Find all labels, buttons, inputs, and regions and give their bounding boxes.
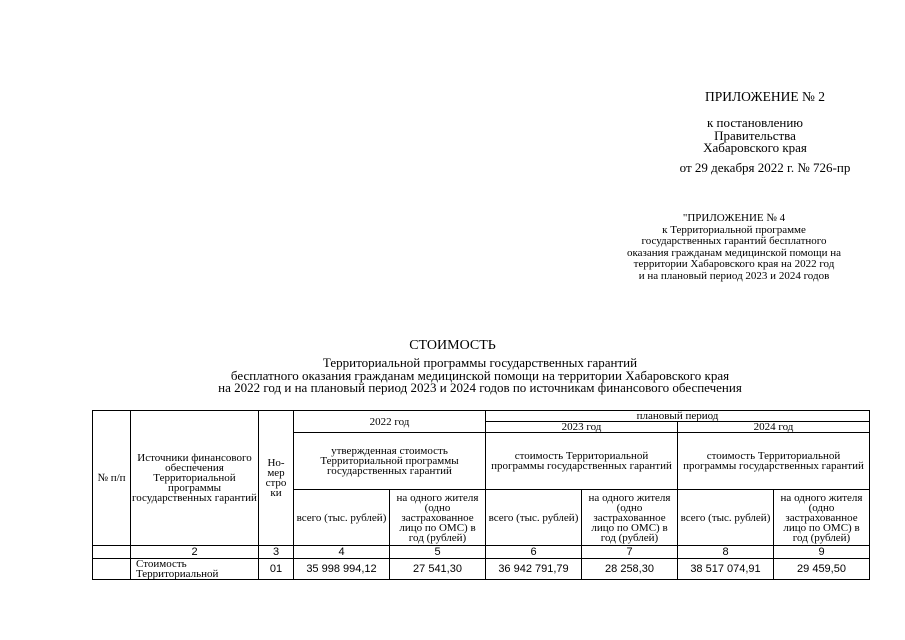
appendix-title: ПРИЛОЖЕНИЕ № 2 <box>704 89 826 104</box>
appendix-4-line: к Территориальной программе <box>662 223 806 236</box>
header-total-2023: всего (тыс. рублей) <box>486 490 582 546</box>
header-line-number: Но-мер стро ки <box>259 411 294 546</box>
header-per-person-2022: на одного жителя (одно застрахованное лицо по ОМС) в год (рублей) <box>390 490 486 546</box>
row-num <box>93 559 131 580</box>
reference-line: Правительства <box>714 127 796 143</box>
header-planning-period: плановый период <box>486 411 870 422</box>
header-sources: Источники финансового обеспечения Территориальной программы государственных гарантий <box>131 411 259 546</box>
column-number: 9 <box>774 546 870 559</box>
resolution-date: от 29 декабря 2022 г. № 726-пр <box>679 160 851 175</box>
appendix-4-block <box>600 213 868 282</box>
cell-total-2024: 38 517 074,91 <box>678 559 774 580</box>
column-number: 5 <box>390 546 486 559</box>
column-number: 4 <box>294 546 390 559</box>
header-year-2024: 2024 год <box>678 422 870 433</box>
column-number: 7 <box>582 546 678 559</box>
appendix-4-line: государственных гарантий бесплатного <box>641 235 827 247</box>
header-year-2022: 2022 год <box>294 411 486 433</box>
appendix-4-line: "ПРИЛОЖЕНИЕ № 4 <box>682 212 786 224</box>
document-title: СТОИМОСТЬ <box>409 338 496 353</box>
header-cost-2023: стоимость Территориальной программы государственных гарантий <box>486 433 678 490</box>
subtitle-line: бесплатного оказания гражданам медицинской помощи на территории Хабаровского края <box>230 367 730 383</box>
cell-per-person-2024: 29 459,50 <box>774 559 870 580</box>
reference-line: к постановлению <box>706 115 804 130</box>
header-total-2022: всего (тыс. рублей) <box>294 490 390 546</box>
subtitle-line: Территориальной программы государственных гарантий <box>322 355 638 370</box>
cell-per-person-2022: 27 541,30 <box>390 559 486 580</box>
cell-per-person-2023: 28 258,30 <box>582 559 678 580</box>
table-row <box>93 559 870 580</box>
appendix-4-line: оказания гражданам медицинской помощи на <box>627 246 841 259</box>
cell-total-2022: 35 998 994,12 <box>294 559 390 580</box>
appendix-reference <box>680 117 830 155</box>
header-num: № п/п <box>93 411 131 546</box>
header-per-person-2024: на одного жителя (одно застрахованное лицо по ОМС) в год (рублей) <box>774 490 870 546</box>
cost-table <box>92 410 870 580</box>
column-number <box>93 546 131 559</box>
column-number: 8 <box>678 546 774 559</box>
header-per-person-2023: на одного жителя (одно застрахованное лицо по ОМС) в год (рублей) <box>582 490 678 546</box>
appendix-4-line: территории Хабаровского края на 2022 год <box>633 258 835 270</box>
reference-line: Хабаровского края <box>703 140 807 155</box>
header-total-2024: всего (тыс. рублей) <box>678 490 774 546</box>
cell-total-2023: 36 942 791,79 <box>486 559 582 580</box>
document-subtitle <box>100 357 860 395</box>
header-cost-2024: стоимость Территориальной программы государственных гарантий <box>678 433 870 490</box>
column-number: 3 <box>259 546 294 559</box>
column-number: 2 <box>131 546 259 559</box>
row-line-number: 01 <box>259 559 294 580</box>
column-number: 6 <box>486 546 582 559</box>
appendix-4-line: и на плановый период 2023 и 2024 годов <box>638 269 830 282</box>
subtitle-line: на 2022 год и на плановый период 2023 и 2024 годов по источникам финансового обеспечения <box>218 380 742 395</box>
header-approved-cost: утвержденная стоимость Территориальной программы государственных гарантий <box>294 433 486 490</box>
row-source: Стоимость Территориальной <box>131 559 259 580</box>
header-year-2023: 2023 год <box>486 422 678 433</box>
